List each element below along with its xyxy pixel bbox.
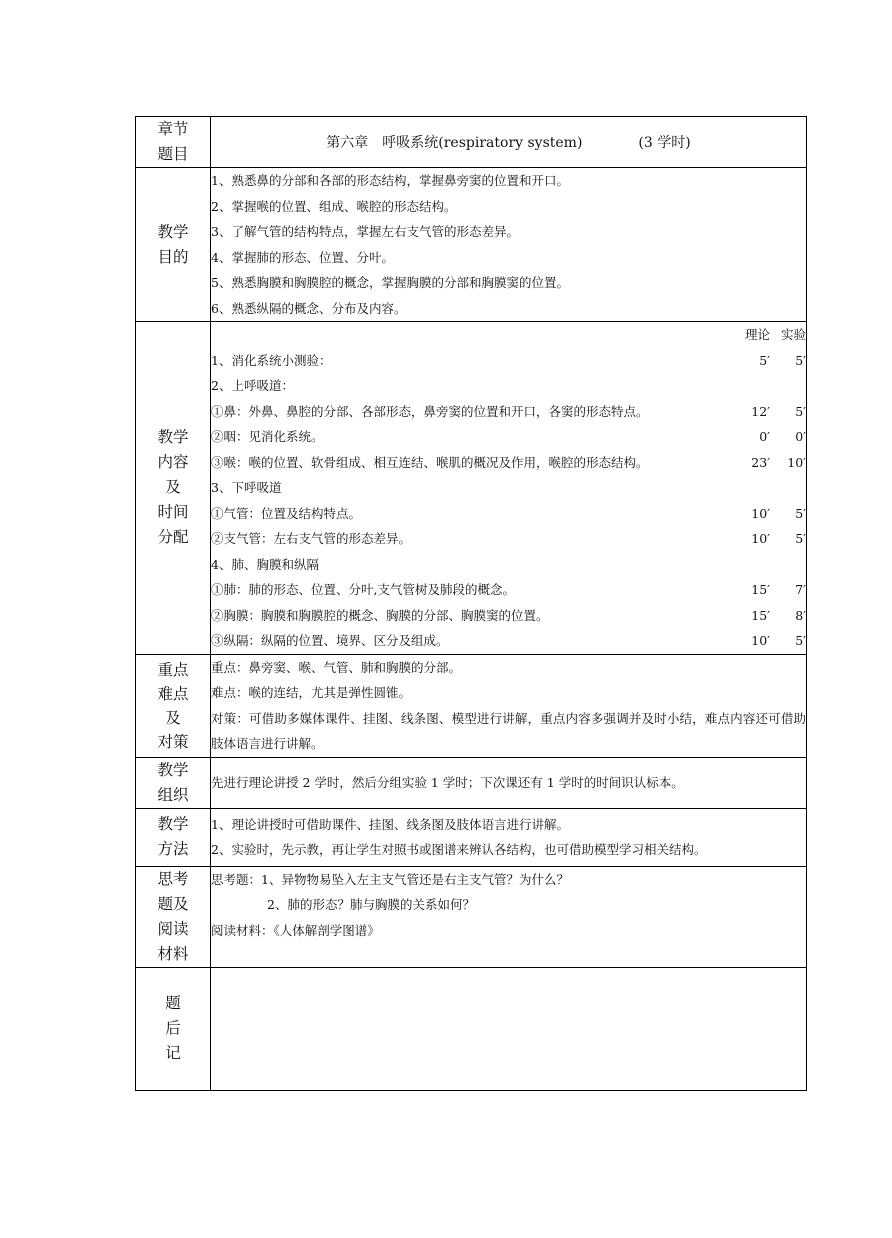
chapter-title: 第六章 呼吸系统(respiratory system) [326, 135, 583, 151]
content-line-text: ③纵隔：纵隔的位置、境界、区分及组成。 [211, 633, 449, 648]
theory-minutes: 10′ [751, 505, 770, 521]
content-line [211, 475, 806, 501]
question-2: 2、肺的形态？肺与胸膜的关系如何？ [267, 897, 475, 912]
title-row [136, 117, 807, 168]
lab-minutes: 5′ [795, 352, 806, 368]
content-line [211, 526, 806, 552]
lab-minutes [770, 475, 806, 501]
content-label [136, 322, 211, 655]
lab-minutes: 5′ [795, 531, 806, 546]
content-line [211, 628, 806, 654]
methods-label [136, 808, 211, 866]
content-line-text: ②支气管：左右支气管的形态差异。 [211, 531, 412, 546]
theory-minutes: 15′ [751, 582, 770, 597]
theory-minutes [734, 475, 770, 501]
objective-item: 1、熟悉鼻的分部和各部的形态结构，掌握鼻旁窦的位置和开口。 [211, 173, 569, 188]
objective-item: 2、掌握喉的位置、组成、喉腔的形态结构。 [211, 198, 457, 214]
theory-column-label: 理论 [744, 327, 770, 342]
content-cell [211, 322, 807, 655]
questions-label-text: 思考 题及 阅读 材料 [157, 869, 189, 963]
questions-cell [211, 866, 807, 967]
content-line [211, 501, 806, 527]
question-1: 思考题：1、异物物易坠入左主支气管还是右主支气管？为什么？ [211, 871, 569, 887]
content-line [211, 450, 806, 476]
theory-minutes: 5′ [759, 352, 770, 368]
lesson-plan-table [135, 116, 807, 1091]
organization-text: 先进行理论讲授 2 学时，然后分组实验 1 学时；下次课还有 1 学时的时间识认标本。 [211, 774, 684, 790]
objective-item: 6、熟悉纵隔的概念、分布及内容。 [211, 300, 407, 316]
objectives-label-text: 教学 目的 [157, 222, 189, 266]
content-line-text: ②胸膜：胸膜和胸膜腔的概念、胸膜的分部、胸膜窦的位置。 [211, 607, 549, 623]
objective-item: 5、熟悉胸膜和胸膜腔的概念，掌握胸膜的分部和胸膜窦的位置。 [211, 275, 569, 290]
content-line-text: 3、下呼吸道 [211, 480, 282, 495]
content-label-text: 教学 内容 及 时间 分配 [157, 428, 189, 547]
content-line-text: 1、消化系统小测验： [211, 352, 332, 368]
theory-minutes: 10′ [751, 633, 770, 648]
strategy-text: 对策：可借助多媒体课件、挂图、线条图、模型进行讲解，重点内容多强调并及时小结，难点内容还可借助肢体语言进行讲解。 [211, 710, 806, 751]
theory-minutes [734, 373, 770, 399]
title-cell [211, 117, 807, 168]
reading-material: 阅读材料：《人体解剖学图谱》 [211, 922, 380, 938]
content-line [211, 399, 806, 425]
content-line [211, 373, 806, 399]
content-line-text: ①肺：肺的形态、位置、分叶,支气管树及肺段的概念。 [211, 582, 515, 597]
organization-row [136, 757, 807, 808]
theory-minutes: 0′ [759, 429, 770, 444]
objectives-label [136, 168, 211, 322]
methods-cell [211, 808, 807, 866]
lab-minutes: 10′ [787, 454, 806, 470]
objective-item: 4、掌握肺的形态、位置、分叶。 [211, 249, 394, 265]
lab-minutes [770, 373, 806, 399]
theory-minutes: 10′ [751, 531, 770, 546]
theory-minutes: 12′ [751, 403, 770, 419]
content-line [211, 603, 806, 629]
theory-minutes: 15′ [751, 607, 770, 623]
content-line [211, 577, 806, 603]
lab-minutes: 0′ [795, 429, 806, 444]
lab-minutes [770, 552, 806, 578]
content-line-text: ②咽：见消化系统。 [211, 429, 324, 444]
lab-minutes: 5′ [795, 633, 806, 648]
method-item-2: 2、实验时，先示教，再让学生对照书或图谱来辨认各结构，也可借助模型学习相关结构。 [211, 842, 707, 857]
organization-label [136, 757, 211, 808]
keypoints-cell [211, 654, 807, 757]
content-line [211, 348, 806, 374]
theory-minutes: 23′ [751, 454, 770, 470]
title-label-text: 章节 题目 [157, 120, 189, 163]
content-line-text: ①气管：位置及结构特点。 [211, 505, 362, 521]
organization-cell [211, 757, 807, 808]
content-rows [211, 348, 806, 654]
keypoints-label-text: 重点 难点 及 对策 [157, 660, 189, 751]
content-column-header [211, 322, 806, 348]
content-row [136, 322, 807, 655]
methods-label-text: 教学 方法 [157, 815, 189, 858]
postscript-label [136, 967, 211, 1090]
postscript-row [136, 967, 807, 1090]
postscript-label-text: 题 后 记 [165, 994, 181, 1062]
lab-minutes: 8′ [795, 607, 806, 623]
lab-minutes: 5′ [795, 403, 806, 419]
content-line [211, 552, 806, 578]
theory-minutes [734, 552, 770, 578]
lab-minutes: 7′ [795, 582, 806, 597]
content-line-text: 2、上呼吸道： [211, 378, 294, 393]
keypoints-row [136, 654, 807, 757]
questions-row [136, 866, 807, 967]
lab-column-label: 实验 [780, 327, 806, 342]
objective-item: 3、了解气管的结构特点，掌握左右支气管的形态差异。 [211, 224, 519, 239]
organization-label-text: 教学 组织 [157, 760, 189, 804]
methods-row [136, 808, 807, 866]
lab-minutes: 5′ [795, 505, 806, 521]
method-item-1: 1、理论讲授时可借助课件、挂图、线条图及肢体语言进行讲解。 [211, 816, 569, 832]
content-line [211, 424, 806, 450]
key-point-text: 重点：鼻旁窦、喉、气管、肺和胸膜的分部。 [211, 659, 462, 675]
postscript-cell[interactable] [211, 967, 807, 1090]
keypoints-label [136, 654, 211, 757]
content-line-text: 4、肺、胸膜和纵隔 [211, 556, 319, 572]
difficult-point-text: 难点：喉的连结，尤其是弹性圆锥。 [211, 685, 412, 700]
content-line-text: ①鼻：外鼻、鼻腔的分部、各部形态，鼻旁窦的位置和开口，各窦的形态特点。 [211, 403, 649, 419]
title-label [136, 117, 211, 168]
objectives-row [136, 168, 807, 322]
questions-label [136, 866, 211, 967]
objectives-cell [211, 168, 807, 322]
content-line-text: ③喉：喉的位置、软骨组成、相互连结、喉肌的概况及作用，喉腔的形态结构。 [211, 454, 649, 470]
chapter-hours: (3 学时) [638, 135, 691, 151]
